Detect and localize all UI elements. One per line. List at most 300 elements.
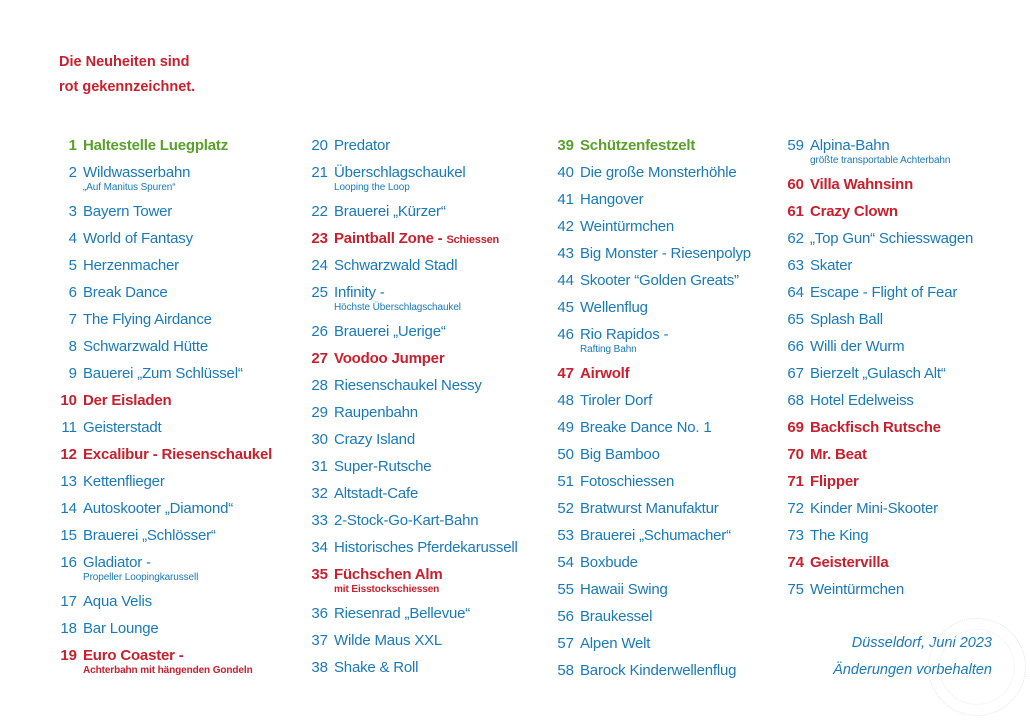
item-name-text: Bierzelt „Gulasch Alt“ xyxy=(810,365,946,382)
item-name xyxy=(580,445,660,465)
item-name xyxy=(334,484,418,504)
item-number: 49 xyxy=(557,419,574,436)
item-note: mit Eisstockschiessen xyxy=(334,584,440,595)
item-name xyxy=(334,163,465,183)
item-name-text: Escape - Flight of Fear xyxy=(810,284,958,301)
item-name-text: Bar Lounge xyxy=(83,620,159,637)
item-name xyxy=(83,592,152,612)
item-name xyxy=(810,283,957,303)
item-name xyxy=(334,376,482,396)
item-number: 60 xyxy=(787,176,804,193)
item-name-text: Historisches Pferdekarussell xyxy=(334,539,518,556)
legend-line-2: rot gekennzeichnet. xyxy=(59,79,196,95)
item-name-text: The Flying Airdance xyxy=(83,311,212,328)
list-item xyxy=(59,497,299,524)
item-name-text: Autoskooter „Diamond“ xyxy=(83,500,234,517)
item-name-text: Barock Kinderwellenflug xyxy=(580,662,737,679)
item-name-text: Skater xyxy=(810,257,853,274)
item-number: 29 xyxy=(311,404,328,421)
item-number: 2 xyxy=(68,164,77,181)
item-name-text: Boxbude xyxy=(580,554,638,571)
list-item xyxy=(786,389,1026,416)
item-number: 14 xyxy=(60,500,77,517)
item-name xyxy=(334,604,470,624)
item-number: 41 xyxy=(557,191,574,208)
list-item xyxy=(786,227,1026,254)
list-item xyxy=(310,656,550,683)
list-item xyxy=(556,470,796,497)
item-name xyxy=(580,499,719,519)
item-name xyxy=(810,136,890,156)
item-name-text: Riesenschaukel Nessy xyxy=(334,377,482,394)
item-name-text: Raupenbahn xyxy=(334,404,418,421)
list-item xyxy=(556,161,796,188)
item-note: Rafting Bahn xyxy=(580,344,637,355)
item-name xyxy=(334,631,442,651)
watermark-stamp xyxy=(928,618,1026,716)
item-number: 52 xyxy=(557,500,574,517)
item-number: 15 xyxy=(60,527,77,544)
list-item xyxy=(59,134,299,161)
list-item xyxy=(786,416,1026,443)
item-name xyxy=(334,565,443,585)
item-name-text: Predator xyxy=(334,137,390,154)
item-name xyxy=(334,457,431,477)
item-number: 27 xyxy=(311,350,328,367)
list-item xyxy=(59,617,299,644)
item-number: 1 xyxy=(68,137,77,154)
item-number: 39 xyxy=(557,137,574,154)
item-name-text: Brauerei „Schumacher“ xyxy=(580,527,731,544)
footer-date: Düsseldorf, Juni 2023 xyxy=(851,635,992,651)
item-name xyxy=(83,553,151,573)
item-name-text: Big Monster - Riesenpolyp xyxy=(580,245,751,262)
item-number: 48 xyxy=(557,392,574,409)
list-item xyxy=(556,605,796,632)
list-item xyxy=(59,254,299,281)
item-number: 7 xyxy=(68,311,77,328)
item-name xyxy=(334,538,518,558)
list-item xyxy=(556,497,796,524)
item-name xyxy=(83,364,243,384)
item-name-text: Die große Monsterhöhle xyxy=(580,164,737,181)
list-item xyxy=(310,629,550,656)
list-item xyxy=(556,551,796,578)
item-number: 56 xyxy=(557,608,574,625)
item-number: 10 xyxy=(60,392,77,409)
item-number: 36 xyxy=(311,605,328,622)
list-item xyxy=(556,242,796,269)
item-name xyxy=(83,310,212,330)
column-4 xyxy=(786,134,1026,605)
item-name-text: 2-Stock-Go-Kart-Bahn xyxy=(334,512,479,529)
list-item xyxy=(59,470,299,497)
item-name-text: Überschlagschaukel xyxy=(334,164,466,181)
column-2 xyxy=(310,134,550,683)
item-name-text: Splash Ball xyxy=(810,311,883,328)
item-name-text: Bauerei „Zum Schlüssel“ xyxy=(83,365,243,382)
item-number: 67 xyxy=(787,365,804,382)
list-item xyxy=(556,215,796,242)
item-number: 71 xyxy=(787,473,804,490)
item-number: 33 xyxy=(311,512,328,529)
item-name-text: Crazy Island xyxy=(334,431,415,448)
list-item xyxy=(310,509,550,536)
item-number: 16 xyxy=(60,554,77,571)
item-name-text: Bayern Tower xyxy=(83,203,173,220)
item-name xyxy=(83,163,190,183)
item-number: 59 xyxy=(787,137,804,154)
item-number: 47 xyxy=(557,365,574,382)
item-name xyxy=(334,403,418,423)
item-number: 34 xyxy=(311,539,328,556)
item-number: 9 xyxy=(68,365,77,382)
list-item xyxy=(59,161,299,200)
watermark-stamp-inner xyxy=(939,629,1015,705)
item-name xyxy=(83,337,208,357)
list-item xyxy=(556,578,796,605)
item-number: 73 xyxy=(787,527,804,544)
item-note: Achterbahn mit hängenden Gondeln xyxy=(83,665,253,676)
item-name xyxy=(83,229,193,249)
item-number: 13 xyxy=(60,473,77,490)
item-name xyxy=(83,445,272,465)
list-item xyxy=(786,524,1026,551)
list-item xyxy=(556,269,796,296)
item-name-text: Crazy Clown xyxy=(810,203,898,220)
list-item xyxy=(59,308,299,335)
item-name xyxy=(334,202,446,222)
item-name-text: Wildwasserbahn xyxy=(83,164,191,181)
item-name xyxy=(810,391,914,411)
item-number: 35 xyxy=(311,566,328,583)
item-name-text: Villa Wahnsinn xyxy=(810,176,914,193)
item-name-text: Paintball Zone - xyxy=(334,230,447,247)
list-item xyxy=(786,551,1026,578)
list-item xyxy=(310,254,550,281)
item-name xyxy=(83,256,179,276)
list-item xyxy=(310,227,550,254)
item-name-text: Kettenflieger xyxy=(83,473,165,490)
list-item xyxy=(310,374,550,401)
item-name-text: Haltestelle Luegplatz xyxy=(83,137,229,154)
list-item xyxy=(556,188,796,215)
list-item xyxy=(556,632,796,659)
item-name-text: Mr. Beat xyxy=(810,446,867,463)
item-name xyxy=(580,526,731,546)
item-name-text: Skooter “Golden Greats” xyxy=(580,272,739,289)
list-item xyxy=(786,173,1026,200)
item-number: 46 xyxy=(557,326,574,343)
item-name-text: Super-Rutsche xyxy=(334,458,432,475)
item-name xyxy=(334,349,444,369)
item-number: 61 xyxy=(787,203,804,220)
list-item xyxy=(556,416,796,443)
list-item xyxy=(786,335,1026,362)
item-name-text: Flipper xyxy=(810,473,859,490)
list-item xyxy=(59,590,299,617)
item-name xyxy=(580,553,638,573)
item-number: 63 xyxy=(787,257,804,274)
item-number: 75 xyxy=(787,581,804,598)
item-name-text: Break Dance xyxy=(83,284,168,301)
item-name xyxy=(83,391,171,411)
item-name xyxy=(334,658,418,678)
item-name xyxy=(334,322,446,342)
item-name xyxy=(334,283,385,303)
item-name xyxy=(580,661,736,681)
item-name-text: Backfisch Rutsche xyxy=(810,419,941,436)
item-name-text: Infinity - xyxy=(334,284,385,301)
list-item xyxy=(786,443,1026,470)
item-name xyxy=(83,136,228,156)
item-name-text: Altstadt-Cafe xyxy=(334,485,419,502)
list-item xyxy=(556,323,796,362)
item-name-text: Excalibur - Riesenschaukel xyxy=(83,446,273,463)
item-name xyxy=(580,391,652,411)
item-name xyxy=(580,418,711,438)
item-name-text: Geisterstadt xyxy=(83,419,162,436)
list-item xyxy=(556,134,796,161)
item-number: 25 xyxy=(311,284,328,301)
item-name-text: Braukessel xyxy=(580,608,653,625)
item-name-text: Brauerei „Uerige“ xyxy=(334,323,446,340)
item-number: 54 xyxy=(557,554,574,571)
list-item xyxy=(786,308,1026,335)
item-name-text: Bratwurst Manufaktur xyxy=(580,500,719,517)
item-name xyxy=(580,634,650,654)
item-name-text: World of Fantasy xyxy=(83,230,193,247)
item-name xyxy=(580,271,739,291)
item-number: 23 xyxy=(311,230,328,247)
list-item xyxy=(59,443,299,470)
item-number: 69 xyxy=(787,419,804,436)
item-number: 5 xyxy=(68,257,77,274)
item-name-text: Alpen Welt xyxy=(580,635,651,652)
item-number: 3 xyxy=(68,203,77,220)
list-item xyxy=(786,497,1026,524)
item-name xyxy=(580,163,737,183)
list-item xyxy=(556,659,796,686)
item-name-text: „Top Gun“ Schiesswagen xyxy=(810,230,974,247)
list-item xyxy=(59,389,299,416)
item-tag: Schiessen xyxy=(446,234,500,246)
list-item xyxy=(786,470,1026,497)
list-item xyxy=(556,362,796,389)
item-number: 42 xyxy=(557,218,574,235)
item-name-text: Gladiator - xyxy=(83,554,151,571)
item-number: 12 xyxy=(60,446,77,463)
item-number: 28 xyxy=(311,377,328,394)
item-name xyxy=(810,418,941,438)
item-name-text: Hangover xyxy=(580,191,644,208)
item-name xyxy=(83,472,165,492)
item-name xyxy=(83,202,172,222)
item-number: 18 xyxy=(60,620,77,637)
item-name-text: Wilde Maus XXL xyxy=(334,632,443,649)
item-number: 20 xyxy=(311,137,328,154)
item-name-text: Hawaii Swing xyxy=(580,581,668,598)
list-item xyxy=(786,281,1026,308)
item-name xyxy=(810,337,904,357)
legend-line-1: Die Neuheiten sind xyxy=(59,54,190,70)
item-name-text: Weintürmchen xyxy=(810,581,905,598)
list-item xyxy=(59,335,299,362)
item-number: 19 xyxy=(60,647,77,664)
item-name-text: Hotel Edelweiss xyxy=(810,392,914,409)
item-number: 38 xyxy=(311,659,328,676)
item-number: 62 xyxy=(787,230,804,247)
list-item xyxy=(310,161,550,200)
item-name xyxy=(334,229,499,250)
item-name xyxy=(810,364,946,384)
item-name xyxy=(580,298,648,318)
list-item xyxy=(310,134,550,161)
list-item xyxy=(556,296,796,323)
item-name-text: Kinder Mini-Skooter xyxy=(810,500,938,517)
list-item xyxy=(59,416,299,443)
list-item xyxy=(786,134,1026,173)
item-number: 45 xyxy=(557,299,574,316)
item-number: 31 xyxy=(311,458,328,475)
item-name xyxy=(580,607,652,627)
item-name xyxy=(334,136,390,156)
item-number: 44 xyxy=(557,272,574,289)
item-number: 22 xyxy=(311,203,328,220)
item-number: 55 xyxy=(557,581,574,598)
item-name xyxy=(83,499,233,519)
item-name xyxy=(810,175,913,195)
list-item xyxy=(556,389,796,416)
item-number: 24 xyxy=(311,257,328,274)
item-name xyxy=(810,310,883,330)
item-number: 57 xyxy=(557,635,574,652)
list-item xyxy=(59,551,299,590)
list-item xyxy=(310,602,550,629)
item-name-text: Füchschen Alm xyxy=(334,566,443,583)
item-name xyxy=(810,580,904,600)
item-name xyxy=(83,619,159,639)
item-note: größte transportable Achterbahn xyxy=(810,155,951,166)
list-item xyxy=(59,362,299,389)
footer-disclaimer: Änderungen vorbehalten xyxy=(833,662,992,678)
item-number: 70 xyxy=(787,446,804,463)
item-note: Propeller Loopingkarussell xyxy=(83,572,199,583)
list-item xyxy=(786,254,1026,281)
item-name xyxy=(580,325,668,345)
item-number: 58 xyxy=(557,662,574,679)
item-name xyxy=(580,364,629,384)
list-item xyxy=(310,455,550,482)
item-name-text: Shake & Roll xyxy=(334,659,419,676)
item-name-text: The King xyxy=(810,527,869,544)
item-number: 43 xyxy=(557,245,574,262)
item-number: 37 xyxy=(311,632,328,649)
item-note: „Auf Manitus Spuren“ xyxy=(83,182,176,193)
list-item xyxy=(310,536,550,563)
list-item xyxy=(59,524,299,551)
item-number: 32 xyxy=(311,485,328,502)
item-name-text: Riesenrad „Bellevue“ xyxy=(334,605,471,622)
item-name-text: Weintürmchen xyxy=(580,218,675,235)
item-name-text: Alpina-Bahn xyxy=(810,137,890,154)
item-number: 8 xyxy=(68,338,77,355)
item-name-text: Tiroler Dorf xyxy=(580,392,653,409)
item-number: 65 xyxy=(787,311,804,328)
item-name xyxy=(334,256,457,276)
item-number: 72 xyxy=(787,500,804,517)
item-name-text: Willi der Wurm xyxy=(810,338,905,355)
item-number: 4 xyxy=(68,230,77,247)
item-name xyxy=(83,418,161,438)
item-name-text: Aqua Velis xyxy=(83,593,152,610)
item-name xyxy=(810,499,938,519)
item-name-text: Voodoo Jumper xyxy=(334,350,445,367)
item-name-text: Breake Dance No. 1 xyxy=(580,419,712,436)
item-name-text: Rio Rapidos - xyxy=(580,326,669,343)
list-item xyxy=(310,563,550,602)
item-name-text: Big Bamboo xyxy=(580,446,660,463)
item-name xyxy=(580,190,643,210)
item-name-text: Brauerei „Schlösser“ xyxy=(83,527,216,544)
column-3 xyxy=(556,134,796,686)
legend-note xyxy=(59,50,195,100)
list-item xyxy=(556,443,796,470)
list-item xyxy=(59,200,299,227)
item-number: 30 xyxy=(311,431,328,448)
item-name-text: Schwarzwald Hütte xyxy=(83,338,208,355)
list-item xyxy=(786,362,1026,389)
list-item xyxy=(310,320,550,347)
list-item xyxy=(556,524,796,551)
list-item xyxy=(310,200,550,227)
item-number: 51 xyxy=(557,473,574,490)
column-1 xyxy=(59,134,299,683)
item-number: 64 xyxy=(787,284,804,301)
item-note: Looping the Loop xyxy=(334,182,410,193)
item-name xyxy=(580,580,668,600)
list-item xyxy=(59,281,299,308)
item-number: 53 xyxy=(557,527,574,544)
item-number: 26 xyxy=(311,323,328,340)
item-name xyxy=(810,256,852,276)
item-number: 6 xyxy=(68,284,77,301)
item-number: 74 xyxy=(787,554,804,571)
item-name-text: Geistervilla xyxy=(810,554,889,571)
item-name xyxy=(334,511,478,531)
item-name xyxy=(580,136,695,156)
list-item xyxy=(310,401,550,428)
item-name-text: Wellenflug xyxy=(580,299,648,316)
item-number: 21 xyxy=(311,164,328,181)
item-number: 17 xyxy=(60,593,77,610)
item-name-text: Euro Coaster - xyxy=(83,647,184,664)
item-number: 11 xyxy=(61,419,77,436)
list-item xyxy=(59,644,299,683)
item-name xyxy=(580,472,674,492)
item-name xyxy=(334,430,415,450)
list-item xyxy=(59,227,299,254)
item-name xyxy=(810,526,868,546)
list-item xyxy=(786,578,1026,605)
item-name xyxy=(83,283,168,303)
item-number: 40 xyxy=(557,164,574,181)
item-name xyxy=(810,445,867,465)
item-name xyxy=(810,229,973,249)
item-name-text: Schwarzwald Stadl xyxy=(334,257,458,274)
list-item xyxy=(310,482,550,509)
item-name xyxy=(810,472,859,492)
